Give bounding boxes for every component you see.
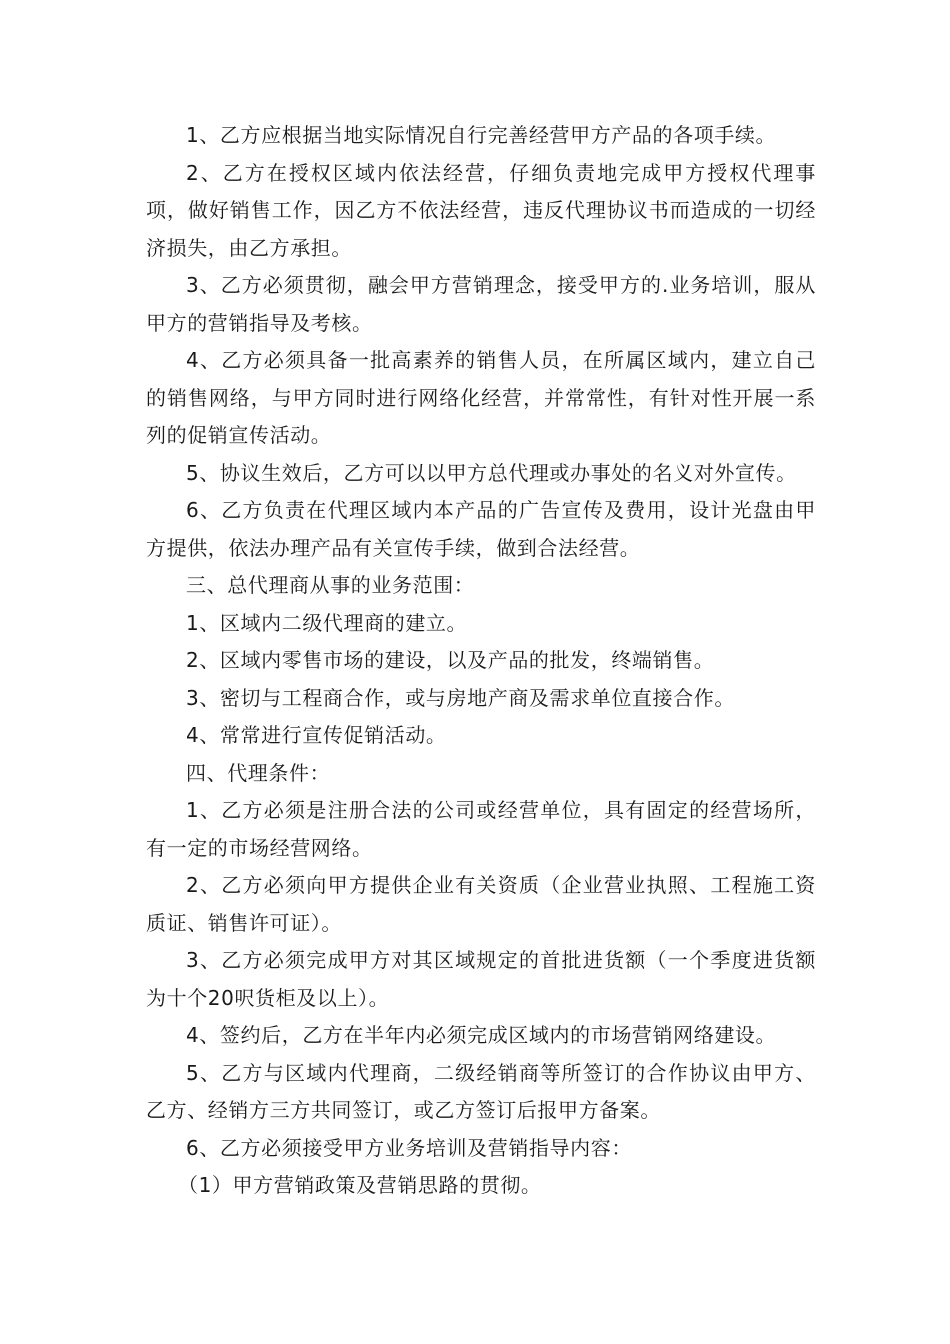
paragraph-scope-1: 1、区域内二级代理商的建立。 — [186, 610, 468, 635]
paragraph-condition-3: 3、乙方必须完成甲方对其区域规定的首批进货额（一个季度进货额为十个20呎货柜及以上）。 — [146, 948, 816, 1010]
paragraph-duty-4: 4、乙方必须具备一批高素养的销售人员，在所属区域内，建立自己的销售网络，与甲方同时进行网络化经营，并常常性，有针对性开展一系列的促销宣传活动。 — [146, 348, 816, 447]
document-body — [146, 117, 816, 1205]
section-heading-business-scope: 三、总代理商从事的业务范围： — [186, 573, 475, 597]
paragraph-subitem-1: （1）甲方营销政策及营销思路的贯彻。 — [178, 1173, 542, 1197]
paragraph-scope-3: 3、密切与工程商合作，或与房地产商及需求单位直接合作。 — [186, 685, 735, 710]
paragraph-scope-2: 2、区域内零售市场的建设，以及产品的批发，终端销售。 — [186, 648, 715, 672]
paragraph-condition-1: 1、乙方必须是注册合法的公司或经营单位，具有固定的经营场所，有一定的市场经营网络。 — [146, 798, 816, 860]
paragraph-condition-6: 6、乙方必须接受甲方业务培训及营销指导内容： — [186, 1135, 632, 1160]
paragraph-scope-4: 4、常常进行宣传促销活动。 — [186, 723, 447, 747]
paragraph-duty-1: 1、乙方应根据当地实际情况自行完善经营甲方产品的各项手续。 — [186, 123, 777, 147]
paragraph-condition-4: 4、签约后，乙方在半年内必须完成区域内的市场营销网络建设。 — [186, 1023, 777, 1047]
paragraph-duty-5: 5、协议生效后，乙方可以以甲方总代理或办事处的名义对外宣传。 — [186, 460, 797, 485]
section-heading-agency-conditions: 四、代理条件： — [186, 760, 331, 785]
paragraph-condition-5: 5、乙方与区域内代理商，二级经销商等所签订的合作协议由甲方、乙方、经销方三方共同签订，或乙方签订后报甲方备案。 — [146, 1060, 816, 1122]
paragraph-duty-3: 3、乙方必须贯彻，融会甲方营销理念，接受甲方的.业务培训，服从甲方的营销指导及考核。 — [146, 273, 816, 335]
paragraph-condition-2: 2、乙方必须向甲方提供企业有关资质（企业营业执照、工程施工资质证、销售许可证）。 — [146, 873, 816, 935]
paragraph-duty-6: 6、乙方负责在代理区域内本产品的广告宣传及费用，设计光盘由甲方提供，依法办理产品有关宣传手续，做到合法经营。 — [146, 498, 816, 560]
paragraph-duty-2: 2、乙方在授权区域内依法经营，仔细负责地完成甲方授权代理事项，做好销售工作，因乙方不依法经营，违反代理协议书而造成的一切经济损失，由乙方承担。 — [146, 160, 816, 260]
